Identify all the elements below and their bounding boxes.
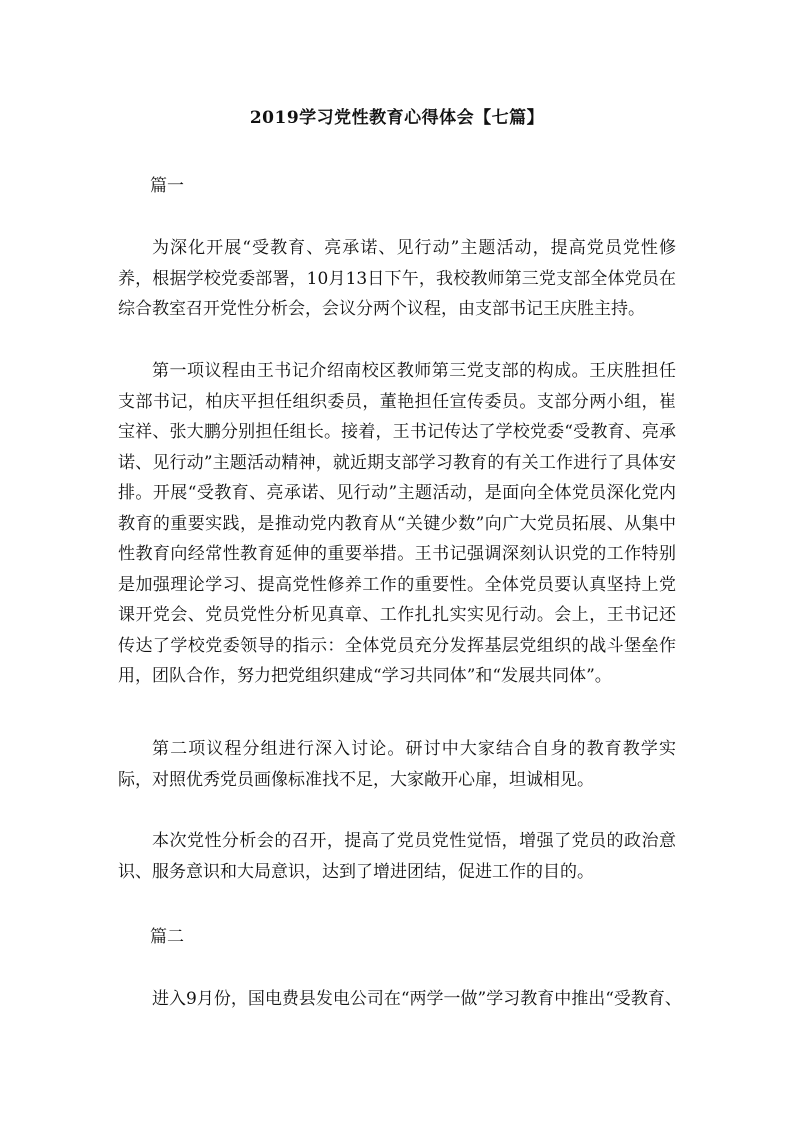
- paragraph-1-2: 第一项议程由王书记介绍南校区教师第三党支部的构成。王庆胜担任支部书记，柏庆平担任组织委员，董艳担任宣传委员。支部分两小组，崔宝祥、张大鹏分别担任组长。接着，王书记传达了学校党委“受教育、亮承诺、见行动”主题活动精神，就近期支部学习教育的有关工作进行了具体安排。开展“受教育、亮承诺、见行动”主题活动，是面向全体党员深化党内教育的重要实践，是推动党内教育从“关键少数”向广大党员拓展、从集中性教育向经常性教育延伸的重要举措。王书记强调深刻认识党的工作特别是加强理论学习、提高党性修养工作的重要性。全体党员要认真坚持上党课开党会、党员党性分析见真章、工作扎扎实实见行动。会上，王书记还传达了学校党委领导的指示：全体党员充分发挥基层党组织的战斗堡垒作用，团队合作，努力把党组织建成“学习共同体”和“发展共同体”。: [118, 361, 676, 686]
- section-heading-2: 篇二: [150, 927, 184, 947]
- document-title: 2019学习党性教育心得体会【七篇】: [249, 108, 545, 128]
- paragraph-2-1: 进入9月份，国电费县发电公司在“两学一做”学习教育中推出“受教育、: [152, 989, 682, 1009]
- section-heading-1: 篇一: [150, 176, 184, 196]
- paragraph-1-3: 第二项议程分组进行深入讨论。研讨中大家结合自身的教育教学实际，对照优秀党员画像标准找不足，大家敞开心扉，坦诚相见。: [118, 739, 676, 790]
- paragraph-1-1: 为深化开展“受教育、亮承诺、见行动”主题活动，提高党员党性修养，根据学校党委部署，10月13日下午，我校教师第三党支部全体党员在综合教室召开党性分析会，会议分两个议程，由支部书记王庆胜主持。: [118, 238, 676, 319]
- paragraph-1-4: 本次党性分析会的召开，提高了党员党性觉悟，增强了党员的政治意识、服务意识和大局意识，达到了增进团结，促进工作的目的。: [118, 831, 676, 882]
